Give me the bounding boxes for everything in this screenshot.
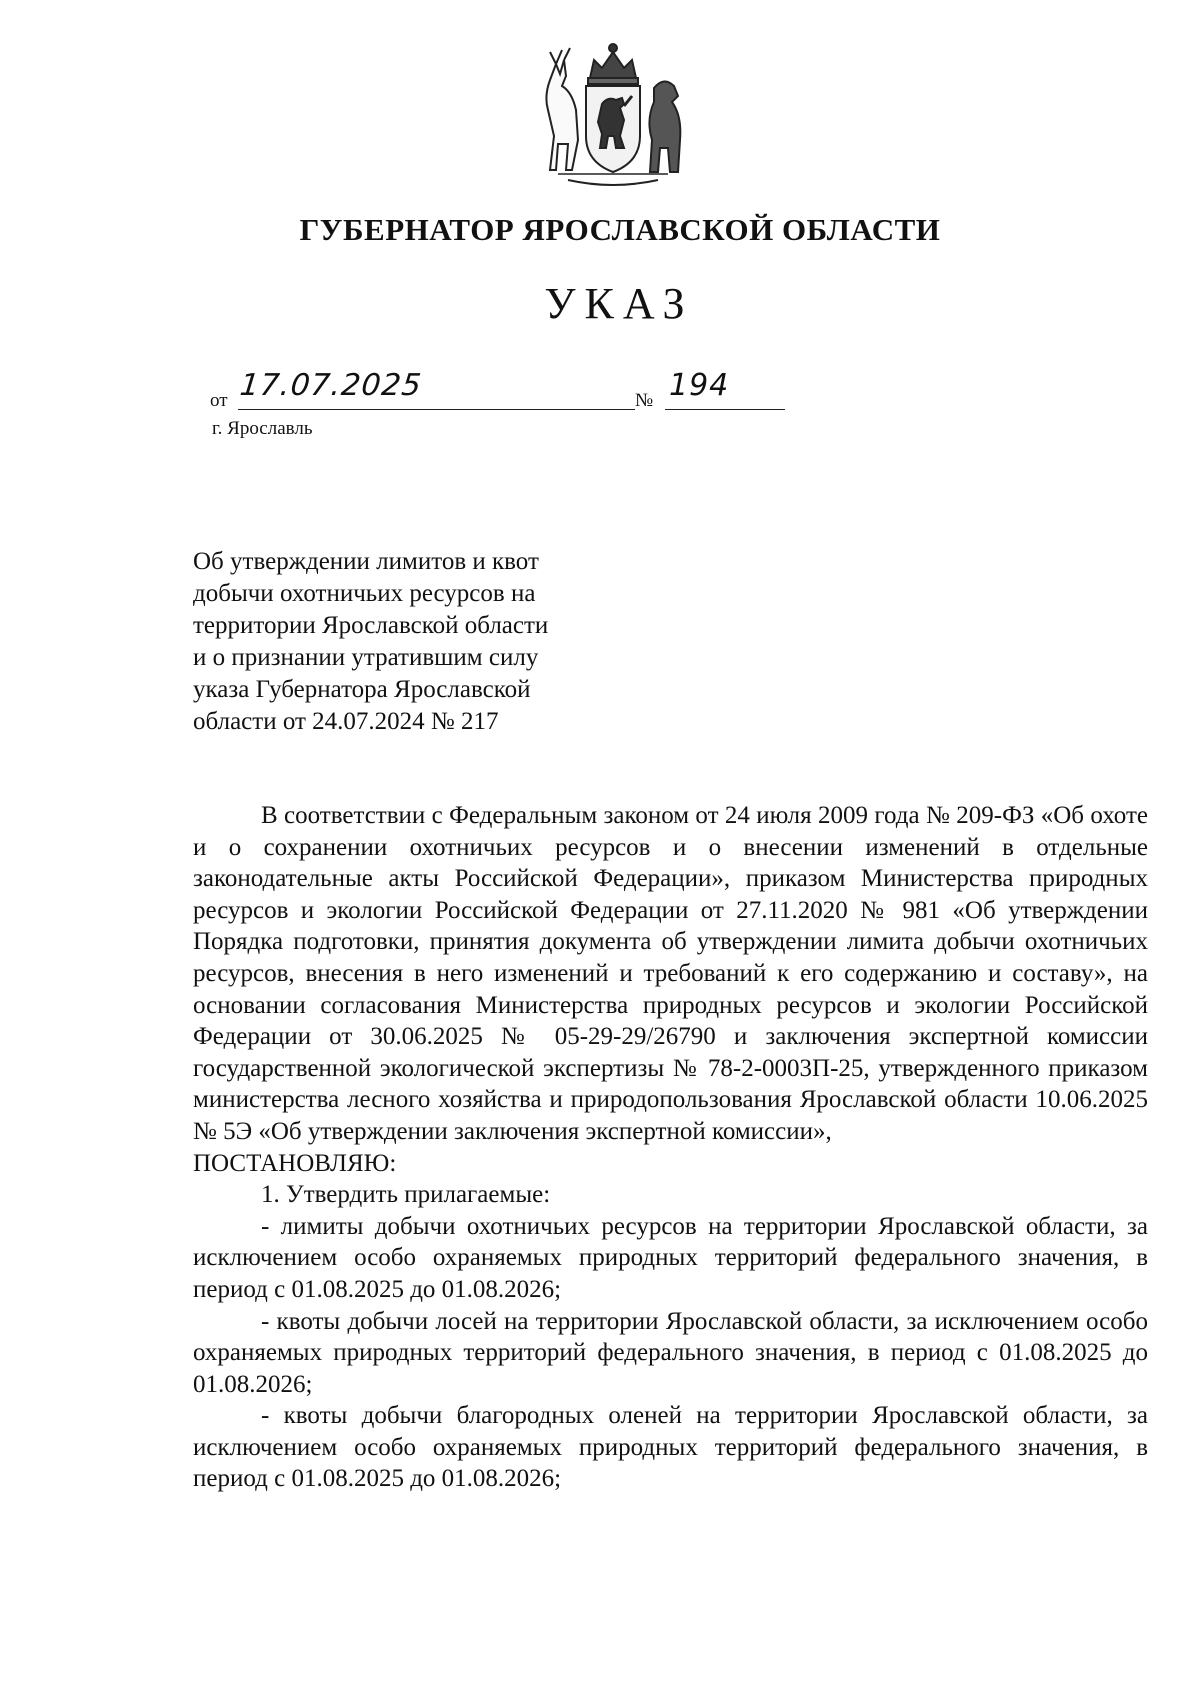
coat-of-arms-icon [528, 40, 698, 190]
subject-line: указа Губернатора Ярославской [193, 676, 531, 703]
number-underline [665, 409, 785, 410]
date-handwritten-value: 17.07.2025 [238, 368, 424, 403]
item-1: 1. Утвердить прилагаемые: [261, 1181, 551, 1209]
subject-line: добычи охотничьих ресурсов на [193, 580, 536, 607]
sub-item-limits: - лимиты добычи охотничьих ресурсов на территории Ярославской области, за исключением особо охраняемых природных территорий федерального значения, в период с 01.08.2025 до 01.08.2026; [193, 1212, 1148, 1303]
date-prefix: от [210, 390, 228, 411]
preamble-paragraph: В соответствии с Федеральным законом от 24 июля 2009 года № 209-ФЗ «Об охоте и о сохранении охотничьих ресурсов и о внесении изменений в отдельные законодательные акты Российской Федерации», приказом Министерства природных ресурсов и экологии Российской Федерации от 27.11.2020 № 981 «Об утверждении Порядка подготовки, принятия документа об утверждении лимита добычи охотничьих ресурсов, внесения в него изменений и требований к его содержанию и составу», на основании согласования Министерства природных ресурсов и экологии Российской Федерации от 30.06.2025 № 05-29-29/26790 и заключения экспертной комиссии государственной экологической экспертизы № 78-2-0003П-25, утвержденного приказом министерства лесного хозяйства и природопользования Ярославской области 10.06.2025 № 5Э «Об утверждении заключения экспертной комиссии», [193, 802, 1148, 1145]
number-handwritten-value: 194 [669, 368, 730, 403]
sub-item-deer-quotas: - квоты добычи благородных оленей на территории Ярославской области, за исключением особо охраняемых природных территорий федерального значения, в период с 01.08.2025 до 01.08.2026; [193, 1402, 1148, 1493]
subject-line: Об утверждении лимитов и квот [193, 548, 539, 575]
resolve-heading: ПОСТАНОВЛЯЮ: [193, 1149, 397, 1177]
city-name: г. Ярославль [212, 418, 313, 439]
document-subject [193, 546, 633, 738]
sub-item-moose-quotas: - квоты добычи лосей на территории Ярославской области, за исключением особо охраняемых природных территорий федерального значения, в период с 01.08.2025 до 01.08.2026; [193, 1307, 1148, 1398]
subject-line: территории Ярославской области [193, 612, 549, 639]
date-field [210, 368, 570, 411]
subject-line: и о признании утратившим силу [193, 644, 539, 671]
date-underline [238, 409, 635, 410]
subject-line: области от 24.07.2024 № 217 [193, 708, 499, 735]
document-type-title: УКАЗ [544, 279, 694, 328]
coat-of-arms-emblem [528, 40, 698, 190]
org-title: ГУБЕРНАТОР ЯРОСЛАВСКОЙ ОБЛАСТИ [299, 212, 941, 247]
number-field [635, 368, 785, 411]
number-prefix: № [635, 390, 654, 411]
document-body [193, 800, 1148, 1495]
